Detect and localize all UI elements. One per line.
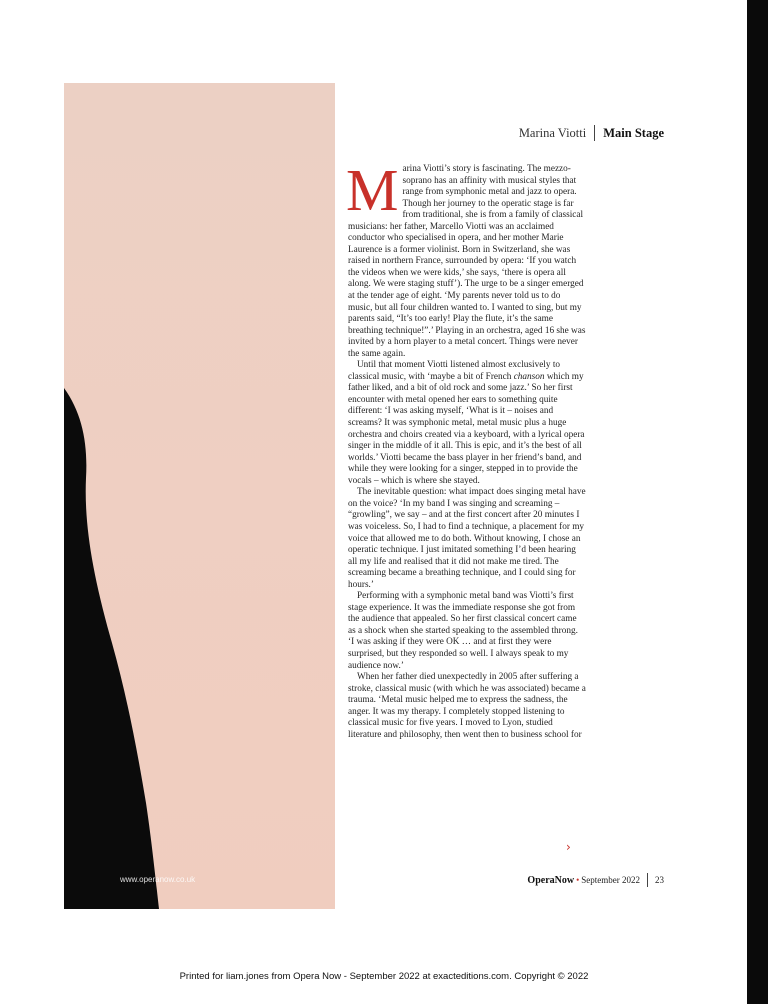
photo-website-url: www.operanow.co.uk bbox=[120, 875, 196, 884]
section-header bbox=[519, 125, 664, 141]
print-footer: Printed for liam.jones from Opera Now - September 2022 at exacteditions.com. Copyright © 2022 bbox=[179, 971, 589, 982]
article-body bbox=[346, 157, 586, 741]
article-paragraph-2: Until that moment Viotti listened almost exclusively to classical music, with ‘maybe a bit of French chanson which my father liked, and a bit of old rock and some jazz.’ So her first encounter with metal opened her ears to something quite different: ‘I was asking myself, ‘What is it – noises and screams? It was symphonic metal, metal music plus a huge orchestra and choirs created via a keyboard, with a lyrical opera singer in the middle of it all. This is epic, and it’s the best of all worlds.’ Viotti became the bass player in her friend’s band, and while they were looking for a singer, stepped in to provide the vocals – which is where she stayed. bbox=[348, 360, 585, 486]
article-paragraph-3: The inevitable question: what impact does singing metal have on the voice? ‘In my band I was singing and screaming – “growling”, we say – and at the first concert after 20 minutes I was voiceless. So, I had to find a technique, a placement for my voice that allowed me to do both. Without knowing, I chose an operatic technique. I just imitated something I’d been hearing all my life and realised that it did not make me tired. The screaming became a breathing technique, and I could sing for hours.’ bbox=[348, 487, 586, 590]
folio-dot-icon: • bbox=[576, 875, 580, 885]
photo-silhouette bbox=[64, 83, 335, 909]
header-divider bbox=[594, 125, 595, 141]
continue-arrow-icon: › bbox=[566, 840, 571, 854]
viewer-scroll-gutter bbox=[747, 0, 768, 1004]
page-folio bbox=[527, 873, 664, 887]
page-number: 23 bbox=[655, 875, 664, 885]
article-paragraph-5: When her father died unexpectedly in 2005 after suffering a stroke, classical music (with which he was associated) became a trauma. ‘Metal music helped me to express the sadness, the anger. It was my therapy. I completely stopped listening to classical music for five years. I moved to Lyon, studied literature and philosophy, then went then to business school for bbox=[348, 672, 586, 740]
header-section: Main Stage bbox=[603, 125, 664, 140]
article-paragraph-1: Marina Viotti’s story is fascinating. The mezzo-soprano has an affinity with musical styles that range from symphonic metal and jazz to opera. Though her journey to the operatic stage is far from traditional, she is from a family of classical musicians: her father, Marcello Viotti was an acclaimed conductor who specialised in opera, and her mother Marie Laurence is a former violinist. Born in Switzerland, she was raised in northern France, surrounded by opera: ‘If you watch the videos when we were kids,’ she says, ‘there is opera all along. We were staging stuff’). The urge to be a singer emerged at the tender age of eight. ‘My parents never told us to do music, but all four children wanted to. I wanted to sing, but my parents said, “It’s too early! Play the flute, it’s the same breathing technique!”.’ Playing in an orchestra, aged 16 she was invited by a horn player to a metal concert. Things were never the same again. bbox=[346, 157, 586, 359]
folio-date: September 2022 bbox=[581, 875, 640, 885]
portrait-photo bbox=[64, 83, 335, 909]
folio-divider bbox=[647, 873, 648, 887]
header-author: Marina Viotti bbox=[518, 125, 587, 140]
article-paragraph-4: Performing with a symphonic metal band was Viotti’s first stage experience. It was the immediate response she got from the audience that appealed. So her first classical concert came as a shock when she started speaking to the assembled throng. ‘I was asking if they were OK … and at first they were surprised, but they responded so well. I always speak to my audience now.’ bbox=[348, 591, 578, 671]
folio-brand: OperaNow bbox=[527, 874, 575, 886]
drop-cap: M bbox=[346, 157, 399, 223]
